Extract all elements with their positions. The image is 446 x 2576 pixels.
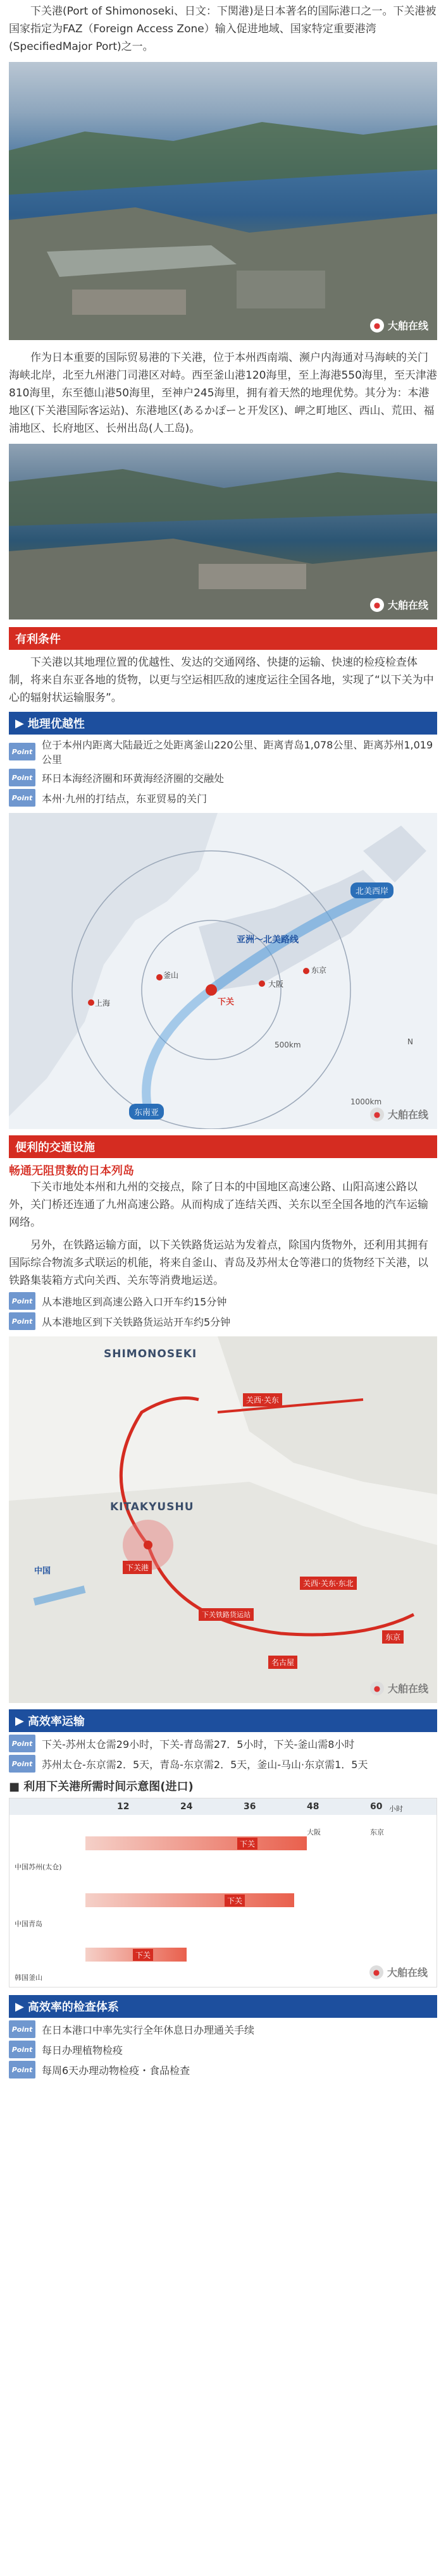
axis-tick: 60 — [370, 1802, 383, 1812]
point-icon: Point — [9, 769, 35, 786]
map-label: 釜山 — [163, 971, 179, 980]
axis-tick: 48 — [307, 1802, 319, 1812]
inspect-point: Point 每日办理植物检疫 — [9, 2041, 437, 2058]
transport-point: Point 苏州太仓-东京需2．5天，青岛-东京需2．5天，釜山-马山·东京需1．5天 — [9, 1755, 437, 1773]
map-label: 北美西岸 — [350, 882, 393, 898]
point-icon: Point — [9, 743, 35, 760]
map-label: 东京 — [311, 966, 327, 975]
wechat-icon: ● — [370, 319, 384, 333]
timeline-chart — [9, 1798, 437, 1987]
traffic-map — [9, 1336, 437, 1703]
geo-point: Point 位于本州内距离大陆最近之处距离釜山220公里、距离青岛1,078公里、距离苏州1,019公里 — [9, 737, 437, 766]
inspect-point: Point 在日本港口中率先实行全年休息日办理通关手续 — [9, 2020, 437, 2038]
dest-label: 东京 — [370, 1828, 384, 1836]
map2-label: 关西·关东·东北 — [300, 1577, 357, 1590]
intro-text: 下关港(Port of Shimonoseki、日文：下関港)是日本著名的国际港口之一。下关港被国家指定为FAZ（Foreign Access Zone）输入促进地域、国家特定重要港湾(SpecifiedMajor Port)之一。 — [9, 5, 437, 53]
watermark: ● 大舶在线 — [370, 1107, 428, 1121]
point-icon: Point — [9, 1312, 35, 1330]
map-label: 500km — [275, 1041, 301, 1049]
map-label: 上海 — [95, 999, 111, 1008]
map-label: 1000km — [350, 1097, 382, 1106]
point-icon: Point — [9, 789, 35, 807]
row-label: 中国苏州(太仓) — [15, 1863, 62, 1871]
timeline-row — [85, 1836, 307, 1850]
map2-label: 下关港 — [123, 1561, 152, 1574]
row-tag: 下关 — [133, 1949, 153, 1961]
map2-label: 下关铁路货运站 — [199, 1608, 254, 1621]
compass: N — [407, 1037, 413, 1046]
section-transport: ▶ 高效率运输 — [9, 1709, 437, 1732]
map2-title: KITAKYUSHU — [110, 1501, 194, 1513]
map-label: 亚洲～北美路线 — [237, 935, 299, 945]
point-icon: Point — [9, 1755, 35, 1773]
advantages-text: 下关港以其地理位置的优越性、发达的交通网络、快捷的运输、快速的检疫检查体制，将来自东亚各地的货物，以更与空运相匹敌的速度运往全国各地，实现了“以下关为中心的辐射状运输服务”。 — [9, 656, 434, 704]
wechat-icon: ● — [370, 598, 384, 612]
axis-unit: 小时 — [389, 1805, 403, 1813]
map2-label: 名古屋 — [268, 1656, 297, 1669]
dest-label: 大阪 — [307, 1828, 321, 1836]
axis-tick: 24 — [180, 1802, 193, 1812]
port-description: 作为日本重要的国际贸易港的下关港，位于本州西南端、濒户内海通对马海峡的关门海峡北岸，北至九州港门司港区对峙。西至釜山港120海里，至上海港550海里，至天津港810海里，东至德山港50海里，至神户245海里，拥有着天然的地理优势。其分为：本港地区(下关港国际客运站)、东港地区(あるかぽーと开发区)、岬之町地区、西山、荒田、福浦地区、长府地区、长州出岛(人工岛)。 — [9, 351, 437, 435]
row-tag: 下关 — [237, 1838, 257, 1850]
point-icon: Point — [9, 1735, 35, 1752]
row-label: 韩国釜山 — [15, 1974, 42, 1982]
section-inspection: ▶ 高效率的检查体系 — [9, 1995, 437, 2018]
wechat-icon: ● — [370, 1108, 384, 1121]
map2-label: 东京 — [382, 1630, 404, 1644]
section-advantages: 有利条件 — [9, 627, 437, 650]
watermark: ● 大舶在线 — [369, 1965, 428, 1979]
traffic-point: Point 从本港地区到下关铁路货运站开车约5分钟 — [9, 1312, 437, 1330]
timeline-title: ■ 利用下关港所需时间示意图(进口) — [9, 1780, 194, 1793]
traffic-text-2: 另外，在铁路运输方面，以下关铁路货运站为发着点，除国内货物外，还利用其拥有国际综合物流多式联运的机能，将来自釜山、青岛及苏州太仓等港口的货物经下关港，以铁路集装箱方式向关西、关东等消费地运送。 — [9, 1239, 428, 1287]
row-tag: 下关 — [225, 1895, 245, 1907]
point-icon: Point — [9, 2041, 35, 2058]
map-label: 东南亚 — [129, 1104, 164, 1120]
traffic-point: Point 从本港地区到高速公路入口开车约15分钟 — [9, 1292, 437, 1310]
section-traffic: 便利的交通设施 — [9, 1135, 437, 1158]
axis-tick: 12 — [117, 1802, 130, 1812]
harbor-photo-1 — [9, 62, 437, 340]
geo-point: Point 环日本海经济圈和环黄海经济圈的交融处 — [9, 769, 437, 786]
point-icon: Point — [9, 2020, 35, 2038]
geo-point: Point 本州·九州的打结点，东亚贸易的关门 — [9, 789, 437, 807]
traffic-text-1: 下关市地处本州和九州的交接点，除了日本的中国地区高速公路、山阳高速公路以外，关门桥还连通了九州高速公路。从而构成了连结关西、关东以至全国各地的汽车运输网络。 — [9, 1181, 428, 1229]
east-asia-map — [9, 813, 437, 1129]
map2-label: 中国 — [34, 1566, 51, 1576]
watermark: ● 大舶在线 — [370, 318, 428, 333]
watermark: ● 大舶在线 — [370, 597, 428, 612]
row-label: 中国青岛 — [15, 1920, 42, 1928]
transport-point: Point 下关-苏州太仓需29小时，下关-青岛需27．5小时，下关-釜山需8小时 — [9, 1735, 437, 1752]
map-label: 大阪 — [268, 980, 284, 989]
wechat-icon: ● — [369, 1965, 383, 1979]
map2-label: 关西·关东 — [243, 1393, 282, 1407]
axis-tick: 36 — [244, 1802, 256, 1812]
section-geo: ▶ 地理优越性 — [9, 712, 437, 735]
watermark: ● 大舶在线 — [370, 1681, 428, 1695]
map-label: 下关 — [218, 998, 235, 1007]
inspect-point: Point 每周6天办理动物检疫・食品检查 — [9, 2061, 437, 2079]
traffic-subtitle: 畅通无阻贯数的日本列岛 — [9, 1164, 134, 1178]
harbor-photo-2 — [9, 444, 437, 620]
wechat-icon: ● — [370, 1682, 384, 1695]
map2-title: SHIMONOSEKI — [104, 1348, 197, 1360]
point-icon: Point — [9, 1292, 35, 1310]
timeline-row — [85, 1893, 294, 1907]
point-icon: Point — [9, 2061, 35, 2079]
